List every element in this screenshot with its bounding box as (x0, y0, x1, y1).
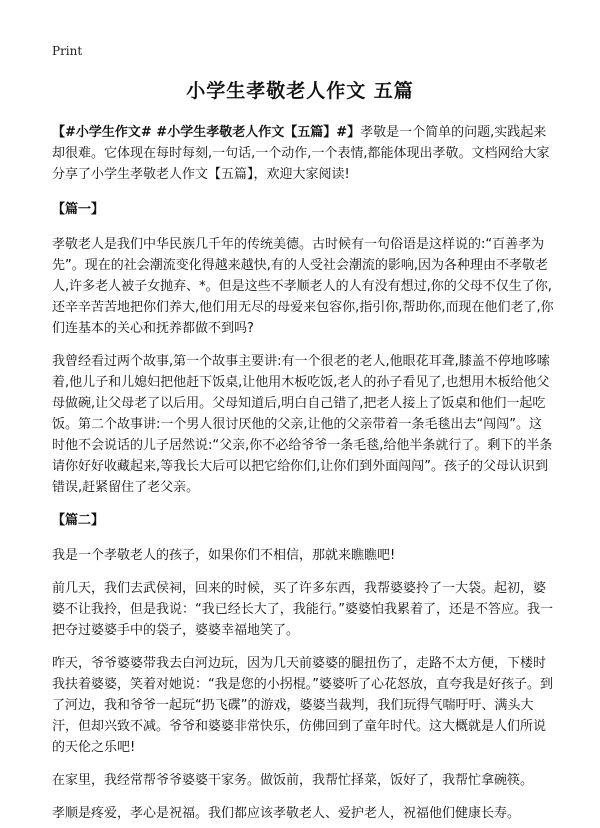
section-2-paragraph-1: 我是一个孝敬老人的孩子，如果你们不相信，那就来瞧瞧吧! (52, 548, 396, 563)
intro-tag: 【#小学生作文# #小学生孝敬老人作文【五篇】#】 (52, 125, 361, 140)
section-2-paragraph-3: 昨天，爷爷婆婆带我去白河边玩，因为几天前婆婆的腿扭伤了，走路不太方便，下楼时我扶着婆婆，笑着对她说：“我是您的小拐棍。”婆婆听了心花怒放，直夸我是好孩子。到了河边，我和爷爷一起玩“扔飞碟”的游戏，婆婆当裁判，我们玩得气喘吁吁、满头大汗，但却兴致不减。爷爷和婆婆非常快乐，仿佛回到了童年时代。这大概就是人们所说的天伦之乐吧! (52, 656, 553, 755)
intro-paragraph (52, 122, 554, 185)
section-1-paragraph-2: 我曾经看过两个故事,第一个故事主要讲:有一个很老的老人,他眼花耳聋,膝盖不停地哆嗦着,他儿子和儿媳妇把他赶下饭桌,让他用木板吃饭,老人的孙子看见了,也想用木板给他父母做碗,让父母老了以后用。父母知道后,明白自己错了,把老人接上了饭桌和他们一起吃饭。第二个故事讲:一个男人很讨厌他的父亲,让他的父亲带着一条毛毯出去“闯闯”。这时他不会说话的儿子居然说:“父亲,你不必给爷爷一条毛毯,给他半条就行了。剩下的半条请你好好收藏起来,等我长大后可以把它给你们,让你们到外面闯闯”。孩子的父母认识到错误,赶紧留住了老父亲。 (52, 354, 553, 495)
section-2-paragraph-5: 孝顺是疼爱，孝心是祝福。我们都应该孝敬老人、爱护老人，祝福他们健康长寿。 (52, 806, 521, 821)
print-link[interactable]: Print (52, 44, 83, 58)
section-2-paragraph-2: 前几天，我们去武侯祠，回来的时候，买了许多东西，我帮婆婆拎了一大袋。起初，婆婆不让我拎，但是我说：“我已经长大了，我能行。”婆婆怕我累着了，还是不答应。我一把夺过婆婆手中的袋子，婆婆幸福地笑了。 (52, 581, 553, 638)
section-2-paragraph-4: 在家里，我经常帮爷爷婆婆干家务。做饭前，我帮忙择菜，饭好了，我帮忙拿碗筷。 (52, 773, 534, 788)
page-title: 小学生孝敬老人作文 五篇 (186, 80, 414, 102)
section-heading-1: 【篇一】 (52, 202, 105, 217)
intro-text: 孝敬是一个简单的问题,实践起来却很难。它体现在每时每刻,一句话,一个动作,一个表情,都能体现出孝敬。文档网给大家分享了小学生孝敬老人作文【五篇】，欢迎大家阅读! (52, 125, 550, 182)
article-body (52, 122, 554, 824)
section-1-paragraph-1: 孝敬老人是我们中华民族几千年的传统美德。古时候有一句俗语是这样说的:“百善孝为先”。现在的社会潮流变化得越来越快,有的人受社会潮流的影响,因为各种理由不孝敬老人,许多老人被子女抛弃、*。但是这些不孝顺老人的人有没有想过,你的父母不仅生了你,还辛辛苦苦地把你们养大,他们用无尽的母爱来包容你,指引你,帮助你,而现在他们老了,你们连基本的关心和抚养都做不到吗? (52, 237, 554, 336)
section-heading-2: 【篇二】 (52, 513, 105, 528)
